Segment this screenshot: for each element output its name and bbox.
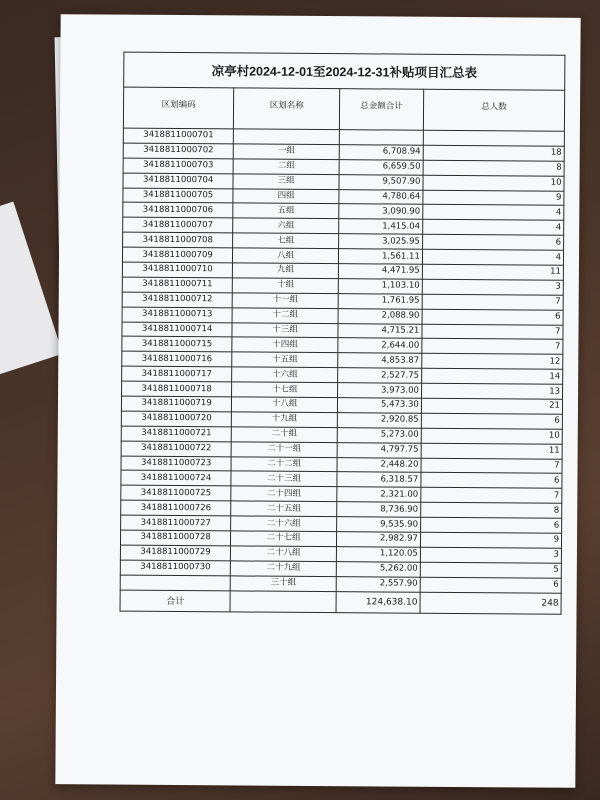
amount-cell: 4,471.95 [338,264,422,279]
amount-cell [339,130,423,145]
name-cell: 十一组 [232,293,338,309]
amount-cell: 2,644.00 [338,338,422,353]
count-cell: 6 [420,517,561,533]
name-cell: 三十组 [230,576,336,592]
name-cell: 十组 [233,278,339,294]
code-cell: 3418811000702 [123,143,233,159]
header-row [123,87,564,131]
amount-cell: 6,318.57 [337,472,421,487]
code-cell: 3418811000707 [123,217,233,233]
amount-cell: 2,321.00 [337,487,421,502]
amount-cell: 6,708.94 [339,145,423,160]
count-cell: 12 [422,354,563,370]
name-cell: 九组 [233,263,339,279]
count-cell: 7 [422,324,563,340]
summary-table [120,52,566,615]
code-cell: 3418811000722 [121,441,231,457]
code-cell: 3418811000708 [123,232,233,248]
count-cell: 7 [422,294,563,310]
name-cell: 二组 [233,159,339,175]
header-amount: 总金额合计 [339,89,423,131]
total-count: 248 [420,592,561,614]
code-cell: 3418811000728 [120,530,230,546]
code-cell: 3418811000710 [122,262,232,278]
count-cell: 10 [423,175,564,191]
code-cell: 3418811000705 [123,188,233,204]
name-cell: 二十组 [231,427,337,443]
name-cell: 六组 [233,218,339,234]
table-body [120,128,564,593]
name-cell: 十二组 [232,308,338,324]
name-cell: 十九组 [232,412,338,428]
name-cell: 二十五组 [231,501,337,517]
count-cell: 21 [421,398,562,414]
code-cell [120,575,230,591]
name-cell: 二十九组 [231,561,337,577]
name-cell: 二十六组 [231,516,337,532]
name-cell: 七组 [233,233,339,249]
count-cell: 13 [421,383,562,399]
count-cell: 3 [422,279,563,295]
header-count: 总人数 [423,89,564,131]
amount-cell: 4,797.75 [337,442,421,457]
count-cell: 6 [422,309,563,325]
code-cell: 3418811000726 [121,500,231,516]
total-label: 合计 [120,590,230,612]
code-cell: 3418811000716 [122,351,232,367]
count-cell: 7 [422,339,563,355]
name-cell: 三组 [233,174,339,190]
amount-cell: 8,736.90 [337,502,421,517]
count-cell: 11 [422,264,563,280]
document-sheet [55,14,580,788]
amount-cell: 3,025.95 [339,234,423,249]
amount-cell: 4,715.21 [338,323,422,338]
table-title: 凉亭村2024-12-01至2024-12-31补贴项目汇总表 [124,52,565,90]
code-cell: 3418811000730 [120,560,230,576]
count-cell: 3 [420,547,561,563]
code-cell: 3418811000713 [122,307,232,323]
amount-cell: 2,448.20 [337,457,421,472]
code-cell: 3418811000709 [122,247,232,263]
amount-cell: 5,273.00 [337,427,421,442]
name-cell: 二十一组 [231,442,337,458]
count-cell: 10 [421,428,562,444]
summary-table-container [120,52,566,615]
total-row [120,590,561,614]
code-cell: 3418811000721 [121,426,231,442]
code-cell: 3418811000723 [121,456,231,472]
code-cell: 3418811000714 [122,322,232,338]
code-cell: 3418811000718 [122,381,232,397]
code-cell: 3418811000727 [121,515,231,531]
name-cell: 十八组 [232,397,338,413]
code-cell: 3418811000724 [121,471,231,487]
amount-cell: 5,262.00 [336,561,420,576]
code-cell: 3418811000720 [121,411,231,427]
name-cell: 十四组 [232,337,338,353]
amount-cell: 3,973.00 [338,383,422,398]
amount-cell: 9,507.90 [339,174,423,189]
count-cell: 6 [422,234,563,250]
title-row [124,52,565,90]
count-cell: 4 [423,205,564,221]
count-cell: 8 [421,502,562,518]
count-cell: 4 [422,249,563,265]
name-cell: 四组 [233,188,339,204]
amount-cell: 9,535.90 [337,517,421,532]
count-cell: 6 [421,473,562,489]
amount-cell: 1,561.11 [339,249,423,264]
count-cell: 18 [423,145,564,161]
amount-cell: 1,103.10 [338,279,422,294]
name-cell: 十七组 [232,382,338,398]
amount-cell: 1,415.04 [339,219,423,234]
count-cell: 7 [421,458,562,474]
code-cell: 3418811000712 [122,292,232,308]
count-cell: 6 [421,413,562,429]
name-cell: 十六组 [232,367,338,383]
name-cell: 二十二组 [231,456,337,472]
amount-cell: 4,853.87 [338,353,422,368]
count-cell: 14 [421,368,562,384]
code-cell: 3418811000706 [123,203,233,219]
amount-cell: 4,780.64 [339,189,423,204]
total-name-cell [230,591,336,613]
code-cell: 3418811000729 [120,545,230,561]
amount-cell: 2,982.97 [337,532,421,547]
code-cell: 3418811000717 [122,366,232,382]
count-cell: 7 [421,488,562,504]
count-cell: 5 [420,562,561,578]
name-cell: 一组 [233,144,339,160]
name-cell: 五组 [233,203,339,219]
code-cell: 3418811000719 [121,396,231,412]
code-cell: 3418811000715 [122,337,232,353]
amount-cell: 6,659.50 [339,159,423,174]
total-amount: 124,638.10 [336,591,420,613]
name-cell: 二十七组 [231,531,337,547]
amount-cell: 1,120.05 [336,547,420,562]
header-name: 区划名称 [234,88,340,130]
code-cell: 3418811000711 [122,277,232,293]
header-code: 区划编码 [123,87,234,129]
amount-cell: 2,920.85 [337,413,421,428]
name-cell: 十五组 [232,352,338,368]
code-cell: 3418811000701 [123,128,233,144]
amount-cell: 2,557.90 [336,576,420,591]
background-paper [0,202,63,379]
code-cell: 3418811000703 [123,158,233,174]
name-cell: 八组 [233,248,339,264]
count-cell: 11 [421,443,562,459]
name-cell: 二十三组 [231,471,337,487]
amount-cell: 1,761.95 [338,293,422,308]
amount-cell: 2,527.75 [338,368,422,383]
count-cell: 8 [423,160,564,176]
amount-cell: 2,088.90 [338,308,422,323]
count-cell [423,130,564,146]
name-cell: 二十四组 [231,486,337,502]
name-cell: 十三组 [232,322,338,338]
amount-cell: 5,473.30 [337,398,421,413]
count-cell: 6 [420,577,561,593]
name-cell [234,129,340,145]
count-cell: 9 [423,190,564,206]
name-cell: 二十八组 [231,546,337,562]
count-cell: 4 [423,220,564,236]
code-cell: 3418811000725 [121,486,231,502]
count-cell: 9 [420,532,561,548]
amount-cell: 3,090.90 [339,204,423,219]
code-cell: 3418811000704 [123,173,233,189]
